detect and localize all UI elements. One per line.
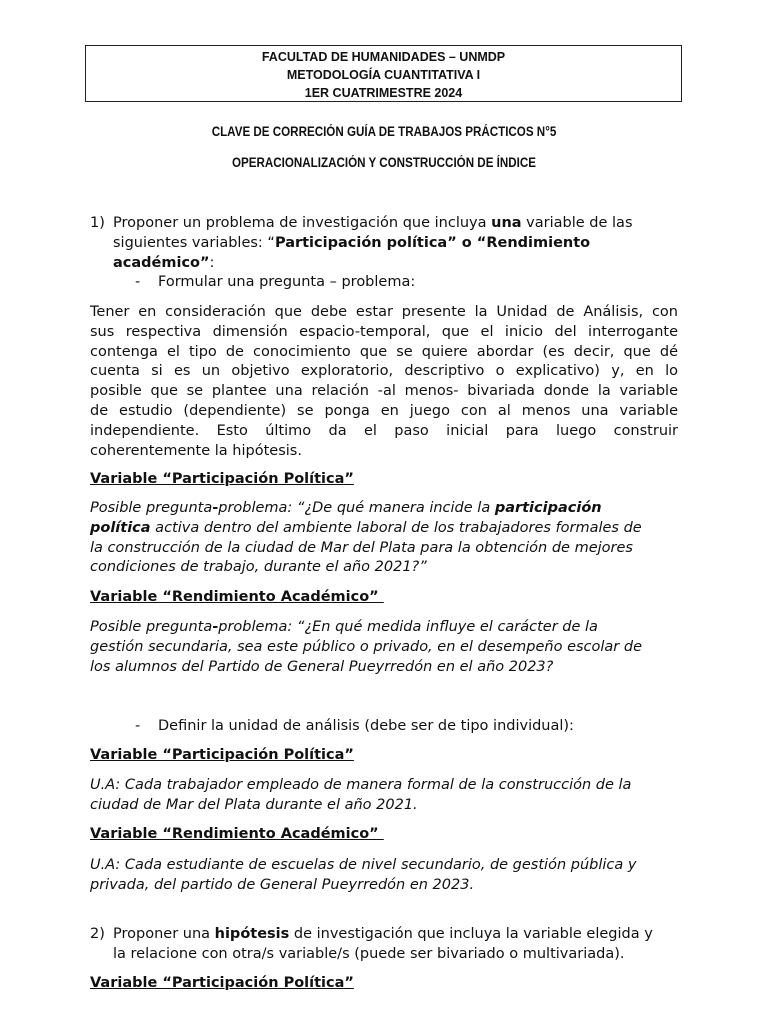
unit-item-dash: - [135, 718, 141, 734]
q1-text-b: variable de las [521, 215, 633, 231]
variable-heading-rendimiento-text: Variable “Rendimiento Académico” [90, 589, 384, 605]
q1-line-3 [113, 254, 683, 274]
paragraph-line: independiente. Esto último da el paso inicial para luego construir [90, 422, 678, 439]
paragraph-line: cuenta si es un objetivo exploratorio, descriptivo o explicativo) y, en lo [90, 363, 678, 380]
ua-pp-line-2: ciudad de Mar del Plata durante el año 2021. [90, 796, 418, 813]
ua-ra-line-1: U.A: Cada estudiante de escuelas de nivel secundario, de gestión pública y [90, 857, 637, 873]
q1-sub-item: Formular una pregunta – problema: [158, 274, 416, 290]
q2-text [113, 925, 683, 965]
paragraph-line: Tener en consideración que debe estar presente la Unidad de Análisis, con [90, 304, 678, 320]
q2-line-1 [113, 925, 683, 945]
variable-heading-rendimiento [90, 588, 678, 608]
q1-number: 1) [90, 215, 105, 231]
pp-question-line-3: la construcción de la ciudad de Mar del Plata para la obtención de mejores [90, 539, 633, 556]
ra-q-a: Posible pregunta [90, 619, 213, 635]
document-title: CLAVE DE CORRECIÓN GUÍA DE TRABAJOS PRÁCTICOS N°5 [211, 124, 557, 139]
q1-line3-bold: académico” [113, 254, 210, 271]
q1-text [113, 214, 683, 273]
paragraph-line: contenga el tipo de conocimiento que se quiere abordar (es decir, que dé [90, 343, 678, 360]
variable-heading-participacion-3: Variable “Participación Política” [90, 975, 354, 991]
q1-bold-una: una [491, 215, 522, 231]
q2-line-2: la relacione con otra/s variable/s (puede ser bivariado o multivariada). [113, 945, 625, 962]
q1-dash: - [135, 274, 141, 290]
variable-heading-participacion: Variable “Participación Política” [90, 471, 354, 487]
ra-question-line-3: los alumnos del Partido de General Pueyrredón en el año 2023? [90, 658, 554, 675]
pp-question [90, 499, 678, 578]
pp-q-bold1: participación [494, 500, 602, 516]
q1-line-1 [113, 214, 683, 234]
q1-text-a: Proponer un problema de investigación que incluya [113, 215, 492, 231]
unit-item-text: Definir la unidad de análisis (debe ser de tipo individual): [158, 718, 574, 734]
pp-q-a: Posible pregunta [90, 500, 213, 516]
header-line-course: METODOLOGÍA CUANTITATIVA I [286, 68, 481, 82]
q1-line-2 [113, 234, 683, 254]
q2-text-a: Proponer una [113, 926, 215, 942]
q2-text-b: de investigación que incluya la variable elegida y [289, 926, 653, 942]
document-subtitle: OPERACIONALIZACIÓN Y CONSTRUCCIÓN DE ÍNDICE [231, 155, 537, 170]
pp-question-line-1 [90, 499, 678, 519]
ra-question-line-2: gestión secundaria, sea este público o privado, en el desempeño escolar de [90, 638, 643, 655]
q2-bold: hipótesis [214, 926, 290, 942]
pp-q-bold2: política [90, 519, 151, 536]
header-line-faculty: FACULTAD DE HUMANIDADES – UNMDP [261, 50, 506, 64]
paragraph-line: de estudio (dependiente) se ponga en juego con al menos una variable [90, 402, 678, 419]
ra-q-dash: - [212, 619, 219, 635]
ua-pp-line-1: U.A: Cada trabajador empleado de manera formal de la construcción de la [90, 777, 632, 793]
pp-question-line-4: condiciones de trabajo, durante el año 2021?” [90, 559, 427, 576]
header-line-term: 1ER CUATRIMESTRE 2024 [304, 86, 463, 100]
instructions-paragraph [90, 303, 678, 461]
ua-ra-line-2: privada, del partido de General Pueyrredón en 2023. [90, 876, 475, 893]
paragraph-line: posible que se plantee una relación -al menos- bivariada donde la variable [90, 383, 678, 400]
variable-heading-participacion-2: Variable “Participación Política” [90, 747, 354, 763]
paragraph-line: sus respectiva dimensión espacio-temporal, que el inicio del interrogante [90, 323, 678, 340]
q1-line2-a: siguientes variables: “ [113, 234, 275, 251]
pp-q-line2: activa dentro del ambiente laboral de los trabajadores formales de [150, 519, 642, 536]
variable-heading-rendimiento-2 [90, 825, 678, 845]
q1-line3-end: : [209, 254, 215, 271]
ra-question-line-1 [90, 618, 678, 638]
variable-heading-rendimiento-2-text: Variable “Rendimiento Académico” [90, 826, 384, 842]
q2-number: 2) [90, 926, 105, 942]
ra-q-c: problema: “¿En qué medida influye el carácter de la [218, 619, 598, 635]
header-box [85, 45, 682, 102]
q1-line2-bold: Participación política” o “Rendimiento [274, 234, 591, 251]
ua-rendimiento [90, 856, 678, 896]
paragraph-line: coherentemente la hipótesis. [90, 442, 302, 459]
ra-question [90, 618, 678, 677]
ua-participacion [90, 776, 678, 816]
pp-q-c: problema: “¿De qué manera incide la [218, 500, 495, 516]
pp-q-dash: - [212, 500, 219, 516]
pp-question-line-2 [90, 519, 678, 539]
